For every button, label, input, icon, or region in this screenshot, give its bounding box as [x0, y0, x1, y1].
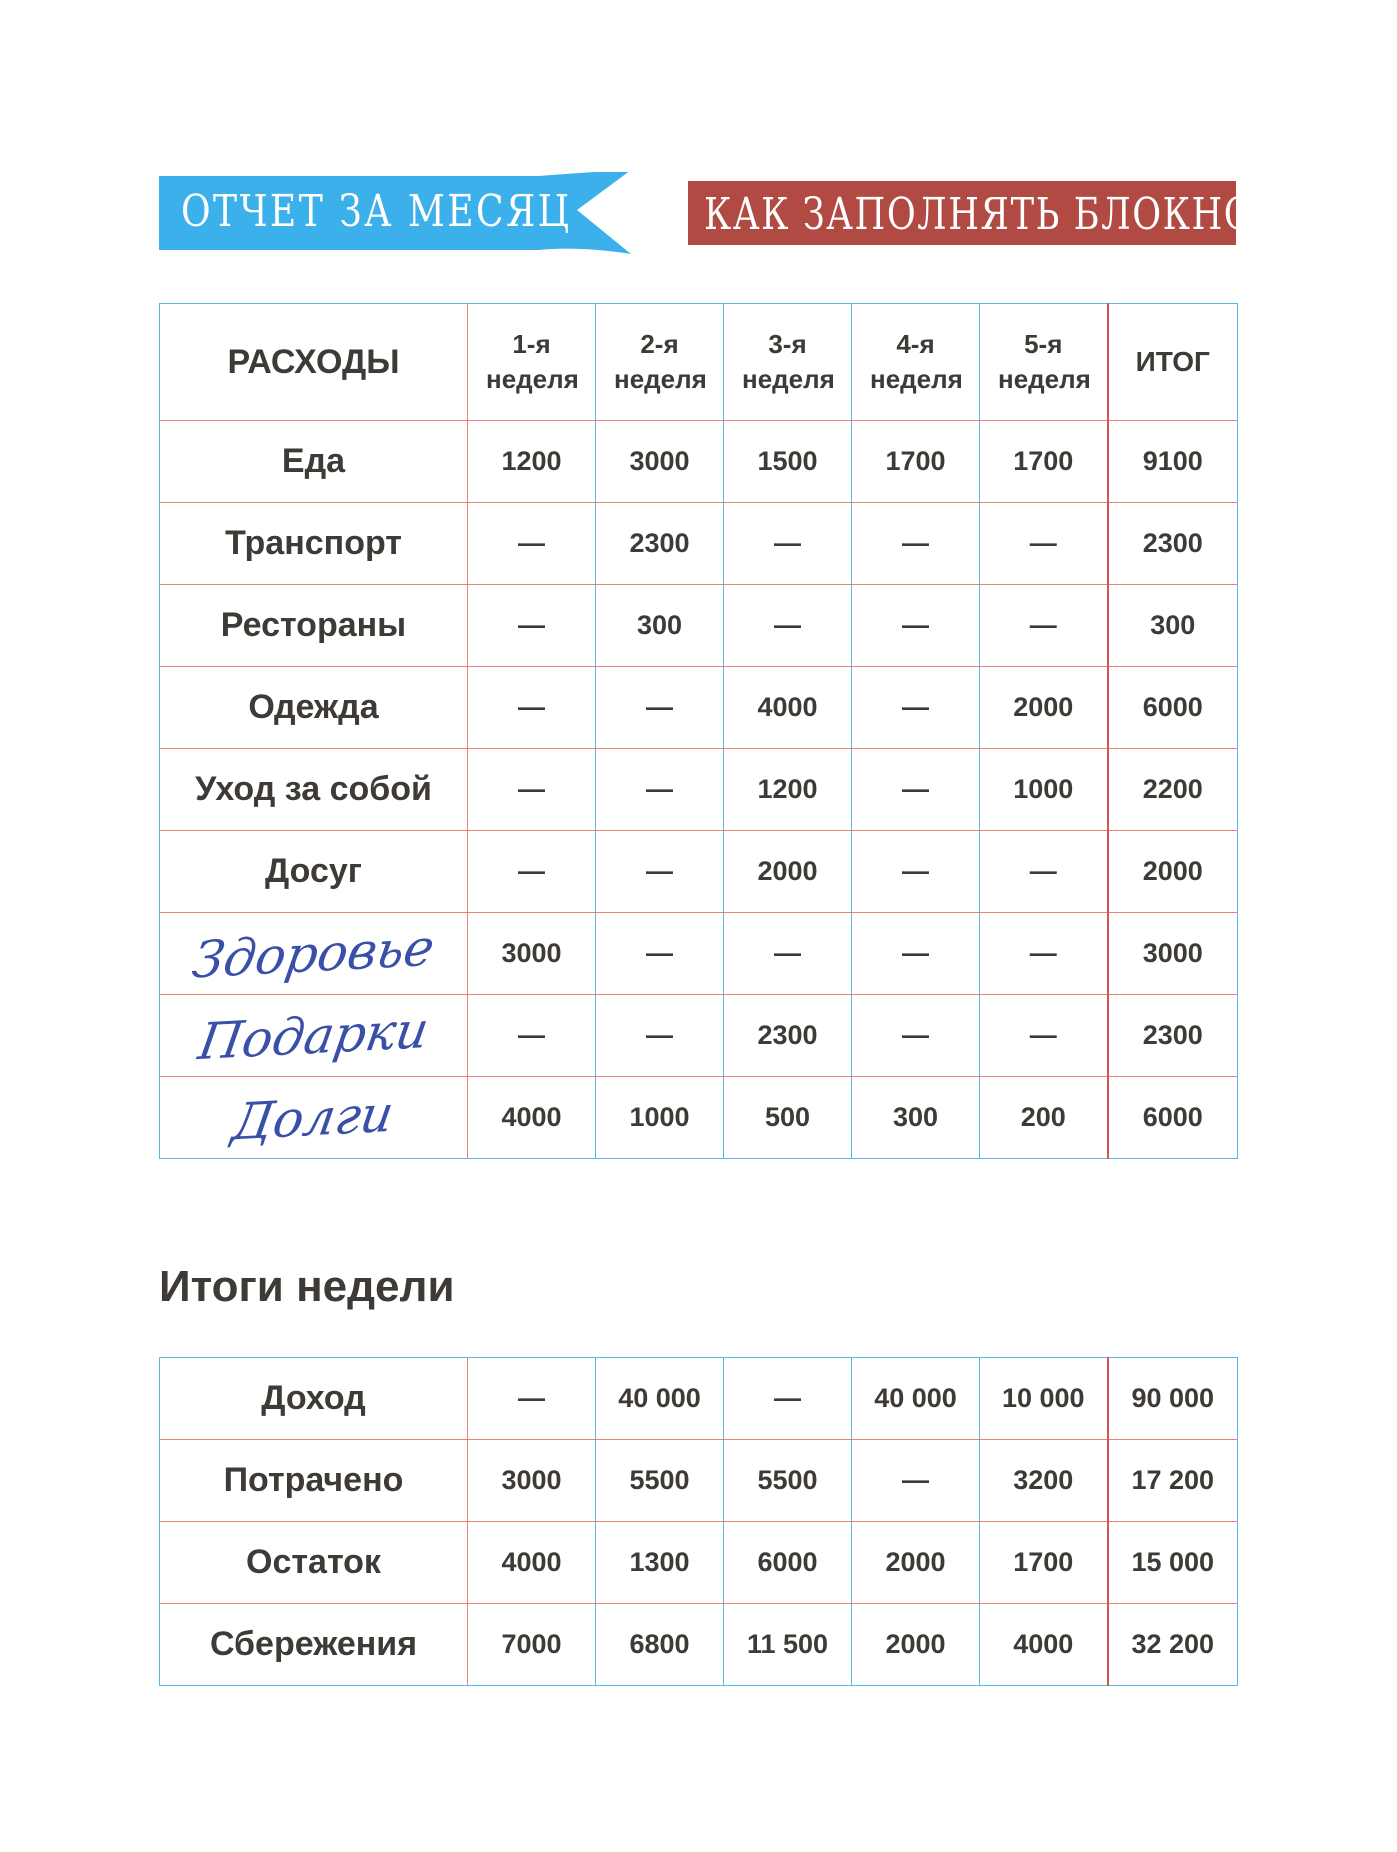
table-row — [160, 667, 1238, 749]
summary-value-cell[interactable]: 5500 — [724, 1440, 852, 1522]
handwritten-label: Здоровье — [188, 917, 439, 990]
table-row — [160, 831, 1238, 913]
summary-value-cell[interactable]: 1700 — [980, 1522, 1108, 1604]
week-value-cell[interactable]: — — [980, 585, 1108, 667]
summary-row-label: Доход — [160, 1358, 468, 1440]
weekly-summary-title: Итоги недели — [159, 1262, 455, 1311]
week-value-cell[interactable]: — — [724, 585, 852, 667]
summary-value-cell[interactable]: 6000 — [724, 1522, 852, 1604]
summary-row — [160, 1358, 1238, 1440]
summary-value-cell[interactable]: 4000 — [980, 1604, 1108, 1686]
handwritten-label: Подарки — [194, 1000, 433, 1071]
summary-value-cell[interactable]: — — [724, 1358, 852, 1440]
week-value-cell[interactable]: 1500 — [724, 421, 852, 503]
week-value-cell[interactable]: — — [468, 667, 596, 749]
summary-total-cell[interactable]: 32 200 — [1108, 1604, 1238, 1686]
row-total-cell[interactable]: 2300 — [1108, 995, 1238, 1077]
week-value-cell[interactable]: — — [980, 503, 1108, 585]
week-value-cell[interactable]: — — [596, 667, 724, 749]
table-row — [160, 1077, 1238, 1159]
row-total-cell[interactable]: 2200 — [1108, 749, 1238, 831]
week-value-cell[interactable]: 4000 — [724, 667, 852, 749]
weekly-summary-table — [159, 1357, 1238, 1686]
row-total-cell[interactable]: 300 — [1108, 585, 1238, 667]
week-value-cell[interactable]: 500 — [724, 1077, 852, 1159]
row-total-cell[interactable]: 6000 — [1108, 1077, 1238, 1159]
column-header-week-5: 5-я неделя — [980, 304, 1108, 421]
month-report-title: ОТЧЕТ ЗА МЕСЯЦ — [181, 186, 572, 237]
week-value-cell[interactable]: 300 — [596, 585, 724, 667]
summary-value-cell[interactable]: — — [852, 1440, 980, 1522]
summary-total-cell[interactable]: 90 000 — [1108, 1358, 1238, 1440]
week-value-cell[interactable]: 3000 — [468, 913, 596, 995]
row-total-cell[interactable]: 2000 — [1108, 831, 1238, 913]
row-label: Досуг — [160, 831, 468, 913]
week-value-cell[interactable]: 2000 — [980, 667, 1108, 749]
header-row — [160, 304, 1238, 421]
table-row — [160, 913, 1238, 995]
summary-row — [160, 1604, 1238, 1686]
summary-value-cell[interactable]: 2000 — [852, 1604, 980, 1686]
column-header-expenses: РАСХОДЫ — [160, 304, 468, 421]
summary-value-cell[interactable]: 2000 — [852, 1522, 980, 1604]
summary-value-cell[interactable]: 4000 — [468, 1522, 596, 1604]
summary-value-cell[interactable]: 5500 — [596, 1440, 724, 1522]
row-label: Уход за собой — [160, 749, 468, 831]
week-value-cell[interactable]: 300 — [852, 1077, 980, 1159]
summary-total-cell[interactable]: 17 200 — [1108, 1440, 1238, 1522]
table-row — [160, 995, 1238, 1077]
week-value-cell[interactable]: 1000 — [596, 1077, 724, 1159]
handwritten-label: Долги — [228, 1084, 399, 1151]
week-value-cell[interactable]: — — [468, 831, 596, 913]
week-value-cell[interactable]: — — [852, 913, 980, 995]
row-label: Транспорт — [160, 503, 468, 585]
week-value-cell[interactable]: — — [852, 503, 980, 585]
summary-value-cell[interactable]: 3200 — [980, 1440, 1108, 1522]
week-value-cell[interactable]: — — [852, 667, 980, 749]
summary-row-label: Остаток — [160, 1522, 468, 1604]
table-row — [160, 421, 1238, 503]
how-to-fill-title: КАК ЗАПОЛНЯТЬ БЛОКНОТ — [704, 189, 1280, 240]
summary-value-cell[interactable]: 40 000 — [596, 1358, 724, 1440]
week-value-cell[interactable]: — — [852, 749, 980, 831]
week-value-cell[interactable]: — — [596, 913, 724, 995]
row-label[interactable] — [160, 1077, 468, 1159]
column-header-week-1: 1-я неделя — [468, 304, 596, 421]
summary-row — [160, 1522, 1238, 1604]
row-total-cell[interactable]: 2300 — [1108, 503, 1238, 585]
summary-value-cell[interactable]: 7000 — [468, 1604, 596, 1686]
summary-row-label: Сбережения — [160, 1604, 468, 1686]
week-value-cell[interactable]: — — [724, 503, 852, 585]
column-header-week-3: 3-я неделя — [724, 304, 852, 421]
row-label: Одежда — [160, 667, 468, 749]
summary-row — [160, 1440, 1238, 1522]
summary-value-cell[interactable]: 1300 — [596, 1522, 724, 1604]
row-label: Еда — [160, 421, 468, 503]
week-value-cell[interactable]: — — [596, 831, 724, 913]
column-header-total: ИТОГ — [1108, 304, 1238, 421]
week-value-cell[interactable]: 2000 — [724, 831, 852, 913]
table-row — [160, 749, 1238, 831]
month-report-ribbon — [159, 172, 631, 254]
expenses-table — [159, 303, 1238, 1159]
week-value-cell[interactable]: 1000 — [980, 749, 1108, 831]
week-value-cell[interactable]: — — [852, 831, 980, 913]
summary-value-cell[interactable]: — — [468, 1358, 596, 1440]
how-to-fill-banner — [688, 181, 1280, 245]
week-value-cell[interactable]: 1700 — [980, 421, 1108, 503]
week-value-cell[interactable]: — — [980, 831, 1108, 913]
week-value-cell[interactable]: — — [468, 995, 596, 1077]
summary-row-label: Потрачено — [160, 1440, 468, 1522]
column-header-week-4: 4-я неделя — [852, 304, 980, 421]
summary-value-cell[interactable]: 10 000 — [980, 1358, 1108, 1440]
table-row — [160, 503, 1238, 585]
summary-value-cell[interactable]: 6800 — [596, 1604, 724, 1686]
week-value-cell[interactable]: — — [596, 749, 724, 831]
row-total-cell[interactable]: 3000 — [1108, 913, 1238, 995]
week-value-cell[interactable]: 4000 — [468, 1077, 596, 1159]
week-value-cell[interactable]: — — [468, 749, 596, 831]
week-value-cell[interactable]: 3000 — [596, 421, 724, 503]
week-value-cell[interactable]: — — [980, 995, 1108, 1077]
summary-value-cell[interactable]: 11 500 — [724, 1604, 852, 1686]
week-value-cell[interactable]: 1200 — [468, 421, 596, 503]
column-header-week-2: 2-я неделя — [596, 304, 724, 421]
week-value-cell[interactable]: — — [468, 503, 596, 585]
row-total-cell[interactable]: 6000 — [1108, 667, 1238, 749]
week-value-cell[interactable]: — — [724, 913, 852, 995]
week-value-cell[interactable]: — — [468, 585, 596, 667]
table-row — [160, 585, 1238, 667]
summary-total-cell[interactable]: 15 000 — [1108, 1522, 1238, 1604]
week-value-cell[interactable]: 1200 — [724, 749, 852, 831]
week-value-cell[interactable]: 2300 — [724, 995, 852, 1077]
week-value-cell[interactable]: 200 — [980, 1077, 1108, 1159]
week-value-cell[interactable]: — — [980, 913, 1108, 995]
summary-value-cell[interactable]: 3000 — [468, 1440, 596, 1522]
week-value-cell[interactable]: — — [596, 995, 724, 1077]
row-label[interactable] — [160, 913, 468, 995]
week-value-cell[interactable]: — — [852, 995, 980, 1077]
row-total-cell[interactable]: 9100 — [1108, 421, 1238, 503]
week-value-cell[interactable]: 2300 — [596, 503, 724, 585]
week-value-cell[interactable]: — — [852, 585, 980, 667]
row-label: Рестораны — [160, 585, 468, 667]
summary-value-cell[interactable]: 40 000 — [852, 1358, 980, 1440]
row-label[interactable] — [160, 995, 468, 1077]
week-value-cell[interactable]: 1700 — [852, 421, 980, 503]
